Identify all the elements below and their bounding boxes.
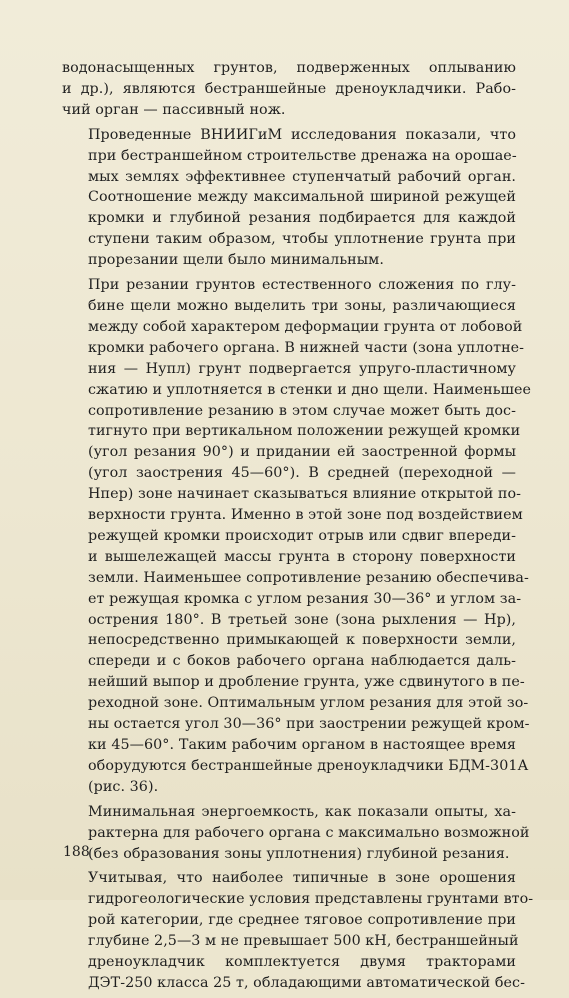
text-line: нейший выпор и дробление грунта, уже сдвинутого в пе-: [88, 674, 525, 691]
text-line: ступени таким образом, чтобы уплотнение грунта при: [88, 231, 516, 248]
text-line: Проведенные ВНИИГиМ исследования показали, что: [88, 126, 516, 143]
text-line: бине щели можно выделить три зоны, различающиеся: [88, 297, 516, 314]
text-line: и др.), являются бестраншейные дреноукладчики. Рабо-: [62, 80, 516, 97]
text-line: дреноукладчик комплектуется двумя тракторами: [88, 954, 516, 971]
text-line: режущей кромки происходит отрыв или сдвиг впереди-: [88, 527, 516, 544]
text-line: ки 45—60°. Таким рабочим органом в настоящее время: [88, 737, 516, 753]
text-line: гидрогеологические условия представлены грунтами вто-: [88, 891, 534, 908]
text-line: При резании грунтов естественного сложения по глу-: [88, 277, 516, 294]
text-line: между собой характером деформации грунта от лобовой: [88, 318, 523, 335]
text-line: земли. Наименьшее сопротивление резанию обеспечива-: [88, 569, 529, 586]
text-line: непосредственно примыкающей к поверхности земли,: [88, 632, 516, 649]
text-line: рой категории, где среднее тяговое сопротивление при: [88, 912, 516, 929]
text-line: водонасыщенных грунтов, подверженных оплыванию: [62, 60, 516, 76]
text-line: глубине 2,5—3 м не превышает 500 кН, бестраншейный: [88, 933, 519, 950]
text-line: сопротивление резанию в этом случае может быть дос-: [88, 402, 516, 419]
text-line: спереди и с боков рабочего органа наблюдается даль-: [88, 653, 516, 670]
text-line: ны остается угол 30—36° при заострении режущей кром-: [88, 716, 530, 733]
text-line: (угол заострения 45—60°). В средней (переходной —: [88, 465, 516, 482]
text-line: прорезании щели было минимальным.: [88, 252, 384, 269]
paragraph: [62, 802, 530, 865]
text-line: тигнуто при вертикальном положении режущей кромки: [88, 423, 521, 440]
text-line: (рис. 36).: [88, 778, 159, 795]
paragraph: [62, 275, 531, 798]
text-line: оборудуются бестраншейные дреноукладчики БДМ-301А: [88, 757, 529, 774]
text-line: сжатию и уплотняется в стенки и дно щели. Наименьшее: [88, 381, 531, 398]
text-line: острения 180°. В третьей зоне (зона рыхления — Hр),: [88, 611, 516, 628]
paragraph: [62, 58, 516, 121]
text-line: рактерна для рабочего органа с максимально возможной: [88, 824, 530, 841]
text-line: ет режущая кромка с углом резания 30—36° и углом за-: [88, 590, 522, 607]
text-line: (угол резания 90°) и придании ей заостренной формы: [88, 444, 516, 461]
text-line: ДЭТ-250 класса 25 т, обладающими автоматической бес-: [88, 974, 525, 991]
text-line: верхности грунта. Именно в этой зоне под воздействием: [88, 507, 523, 524]
body-text: [62, 58, 534, 998]
text-line: мых землях эффективнее ступенчатый рабочий орган.: [88, 168, 516, 185]
text-line: кромки рабочего органа. В нижней части (зона уплотне-: [88, 339, 525, 356]
text-line: Hпер) зоне начинает сказываться влияние открытой по-: [88, 486, 522, 503]
text-line: ния — Hупл) грунт подвергается упруго-пластичному: [88, 360, 516, 377]
text-line: Минимальная энергоемкость, как показали опыты, ха-: [88, 803, 516, 820]
text-line: при бестраншейном строительстве дренажа на орошае-: [88, 147, 517, 164]
text-line: реходной зоне. Оптимальным углом резания для этой зо-: [88, 695, 529, 712]
paragraph: [62, 868, 534, 993]
text-line: Учитывая, что наиболее типичные в зоне орошения: [88, 870, 516, 887]
text-line: и вышележащей массы грунта в сторону поверхности: [88, 548, 516, 565]
paragraph: [62, 125, 516, 271]
text-line: Соотношение между максимальной шириной режущей: [88, 189, 516, 206]
text-line: (без образования зоны уплотнения) глубиной резания.: [88, 845, 510, 862]
text-line: чий орган — пассивный нож.: [62, 101, 286, 118]
text-line: кромки и глубиной резания подбирается для каждой: [88, 210, 516, 227]
page-number: 188: [63, 844, 90, 860]
